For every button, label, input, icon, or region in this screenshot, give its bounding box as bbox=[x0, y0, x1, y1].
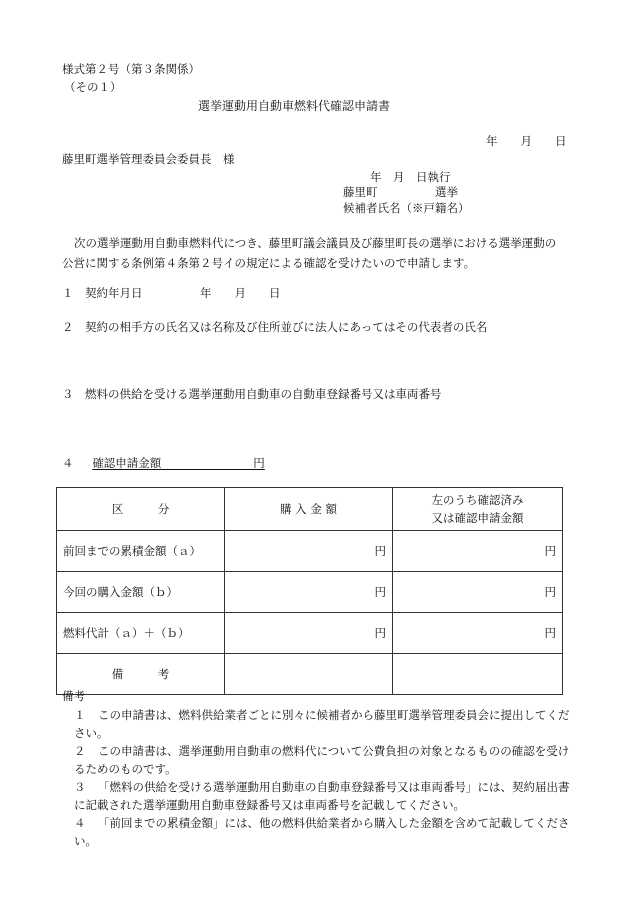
item-contract-party: ２ 契約の相手方の氏名又は名称及び住所並びに法人にあってはその代表者の氏名 bbox=[62, 320, 488, 334]
form-sub-number: （その１） bbox=[64, 80, 122, 94]
remarks-label: 備 考 bbox=[57, 654, 225, 695]
header-category: 区 分 bbox=[57, 488, 225, 531]
confirmed-amount-cell[interactable]: 円 bbox=[393, 531, 563, 572]
item-vehicle-number: ３ 燃料の供給を受ける選挙運動用自動車の自動車登録番号又は車両番号 bbox=[62, 387, 442, 401]
remarks-cell[interactable] bbox=[225, 654, 393, 695]
form-number: 様式第２号（第３条関係） bbox=[62, 62, 200, 76]
application-date: 年 月 日 bbox=[486, 134, 567, 148]
candidate-name: 候補者氏名（※戸籍名） bbox=[343, 201, 470, 215]
notes-title: 備考 bbox=[62, 689, 85, 703]
note-item: ３ 「燃料の供給を受ける選挙運動用自動車の自動車登録番号又は車両番号」には、契約届出書に記載された選挙運動用自動車登録番号又は車両番号を記載してください。 bbox=[74, 780, 570, 812]
table-header-row bbox=[57, 488, 563, 531]
row-label: 燃料代計（ａ）＋（ｂ） bbox=[57, 613, 225, 654]
item-contract-date: １ 契約年月日 年 月 日 bbox=[62, 286, 281, 300]
application-body-text: 次の選挙運動用自動車燃料代につき、藤里町議会議員及び藤里町長の選挙における選挙運動の公営に関する条例第４条第２号イの規定による確認を受けたいので申請します。 bbox=[62, 236, 557, 270]
note-item: ４ 「前回までの累積金額」には、他の燃料供給業者から購入した金額を含めて記載してください。 bbox=[74, 816, 570, 848]
addressee: 藤里町選挙管理委員会委員長 様 bbox=[62, 152, 235, 166]
table-row bbox=[57, 531, 563, 572]
election-name: 藤里町 選挙 bbox=[343, 185, 458, 199]
remarks-row bbox=[57, 654, 563, 695]
header-purchase-amount: 購 入 金 額 bbox=[225, 488, 393, 531]
election-date: 年 月 日執行 bbox=[370, 170, 451, 184]
confirmed-amount-cell[interactable]: 円 bbox=[393, 613, 563, 654]
remarks-cell[interactable] bbox=[393, 654, 563, 695]
requested-amount-label: 確認申請金額 円 bbox=[92, 456, 265, 470]
purchase-amount-cell[interactable]: 円 bbox=[225, 531, 393, 572]
table-row bbox=[57, 572, 563, 613]
purchase-amount-cell[interactable]: 円 bbox=[225, 613, 393, 654]
item-requested-amount bbox=[62, 456, 265, 472]
row-label: 今回の購入金額（ｂ） bbox=[57, 572, 225, 613]
header-confirmed-amount: 左のうち確認済み 又は確認申請金額 bbox=[393, 488, 563, 531]
fuel-cost-table bbox=[56, 487, 563, 695]
purchase-amount-cell[interactable]: 円 bbox=[225, 572, 393, 613]
confirmed-amount-cell[interactable]: 円 bbox=[393, 572, 563, 613]
table-row bbox=[57, 613, 563, 654]
row-label: 前回までの累積金額（ａ） bbox=[57, 531, 225, 572]
note-item: １ この申請書は、燃料供給業者ごとに別々に候補者から藤里町選挙管理委員会に提出してください。 bbox=[74, 708, 570, 740]
item-number: ４ bbox=[62, 456, 74, 470]
note-item: ２ この申請書は、選挙運動用自動車の燃料代について公費負担の対象となるものの確認を受けるためのものです。 bbox=[74, 744, 570, 776]
document-title: 選挙運動用自動車燃料代確認申請書 bbox=[198, 99, 391, 113]
